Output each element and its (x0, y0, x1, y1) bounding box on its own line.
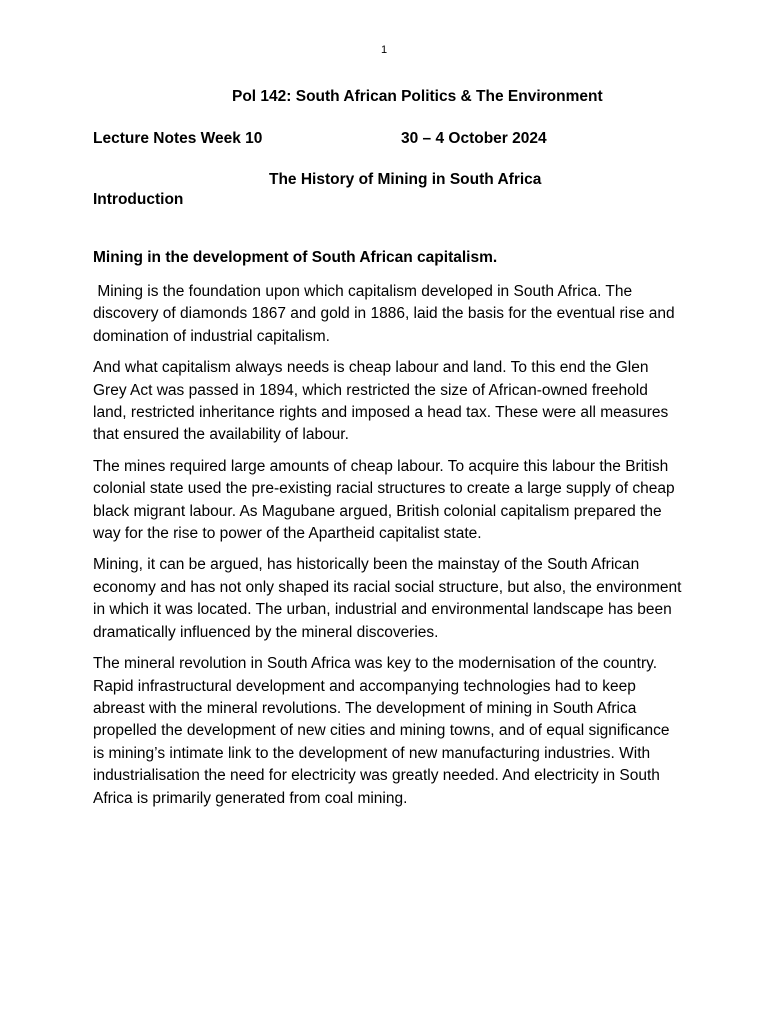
paragraph: And what capitalism always needs is cheap labour and land. To this end the Glen Grey Act was passed in 1894, which restricted the size of African-owned freehold land, restricted inheritance rights and imposed a head tax. These were all measures that ensured the availability of labour. (93, 359, 669, 444)
paragraph: Mining, it can be argued, has historically been the mainstay of the South African economy and has not only shaped its racial social structure, but also, the environment in which it was located. The urban, industrial and environmental landscape has been dramatically influenced by the mineral discoveries. (93, 556, 682, 641)
lecture-label: Lecture Notes Week 10 (93, 130, 263, 147)
body-text (93, 281, 683, 819)
page-number: 1 (380, 44, 388, 56)
paragraph: The mines required large amounts of cheap labour. To acquire this labour the British colonial state used the pre-existing racial structures to create a large supply of cheap black migrant labour. As Magubane argued, British colonial capitalism prepared the way for the rise to power of the Apartheid capitalist state. (93, 457, 675, 543)
section-heading: Mining in the development of South African capitalism. (93, 249, 498, 266)
document-title: The History of Mining in South Africa (269, 171, 542, 188)
course-title: Pol 142: South African Politics & The Environment (232, 88, 603, 105)
introduction-heading: Introduction (93, 191, 184, 208)
paragraph: Mining is the foundation upon which capitalism developed in South Africa. The discovery of diamonds 1867 and gold in 1886, laid the basis for the eventual rise and domination of industrial capitalism. (93, 283, 679, 345)
paragraph: The mineral revolution in South Africa was key to the modernisation of the country. Rapid infrastructural development and accompanying technologies had to keep abreast with the mineral revolutions. The development of mining in South Africa propelled the development of new cities and mining towns, and of equal significance is mining’s intimate link to the development of new manufacturing industries. With industrialisation the need for electricity was greatly needed. And electricity in South Africa is primarily generated from coal mining. (93, 655, 670, 807)
lecture-date: 30 – 4 October 2024 (401, 130, 547, 147)
